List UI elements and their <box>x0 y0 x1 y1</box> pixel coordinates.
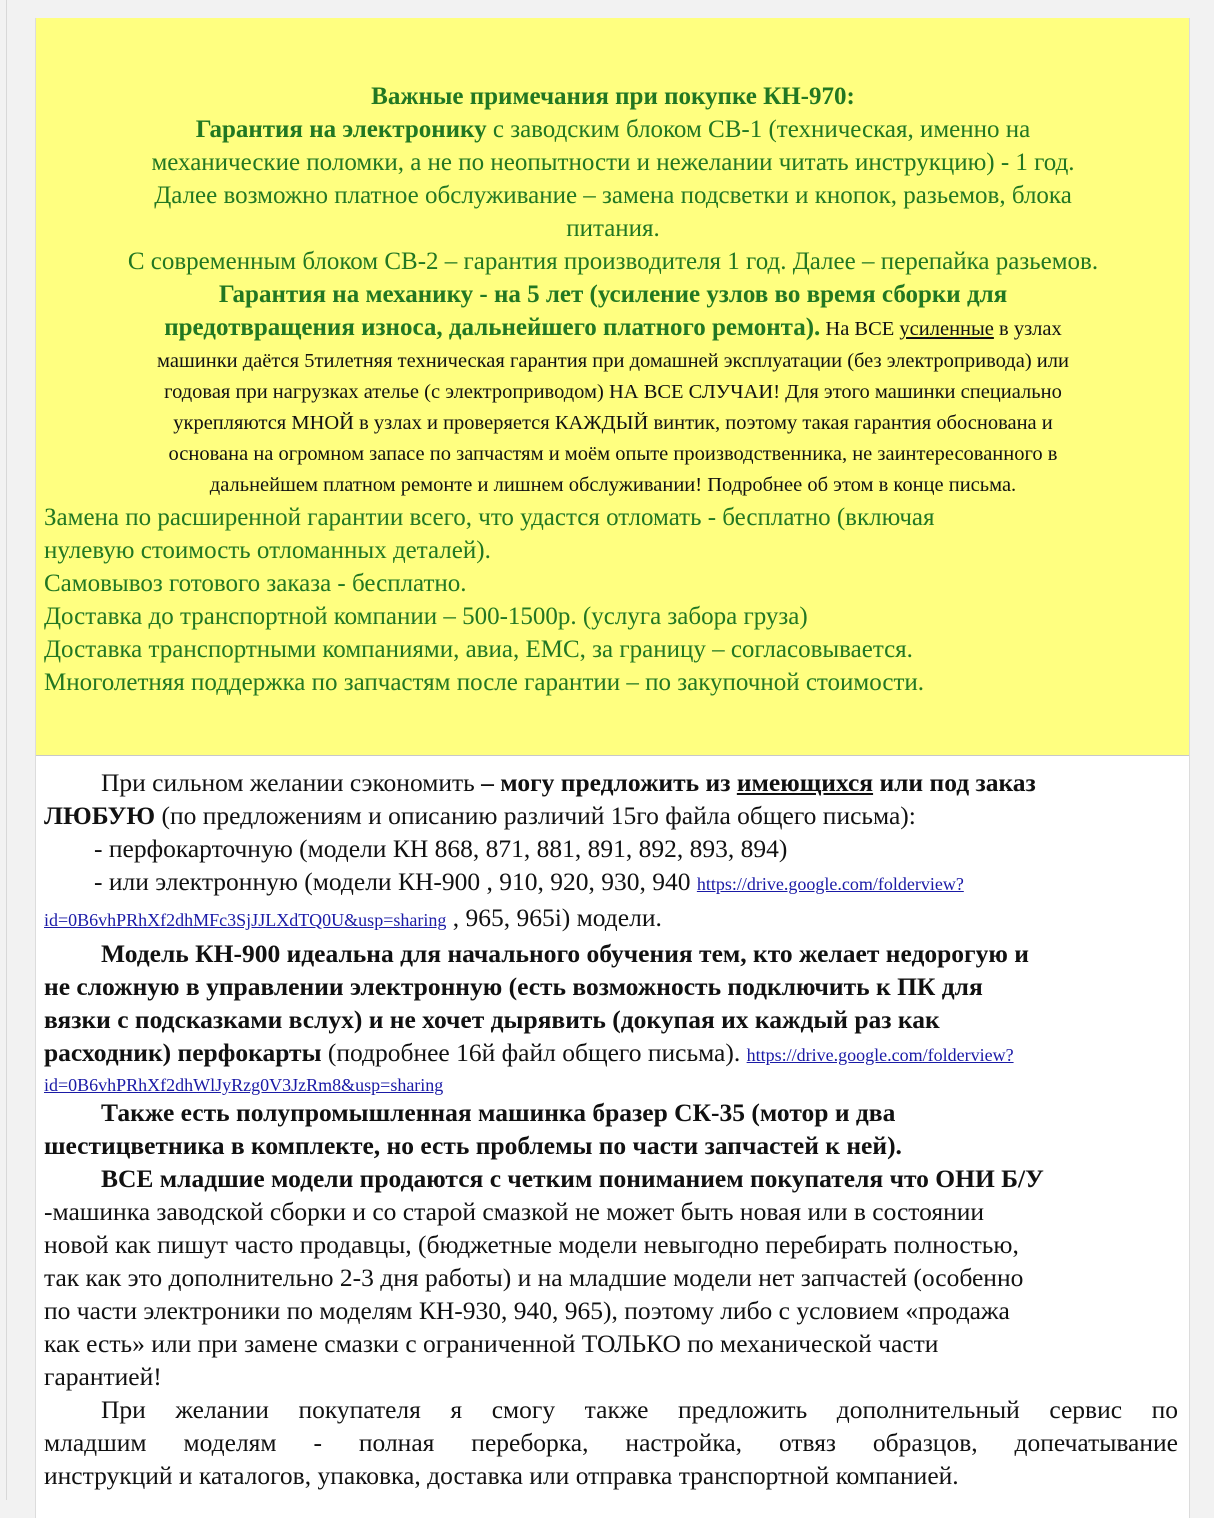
paragraph-kh900-line2: не сложную в управлении электронную (есть возможность подключить к ПК для <box>44 972 983 1001</box>
paragraph-savings: При сильном желании сэкономить – могу предложить из имеющихся или под заказ <box>101 768 1036 797</box>
paragraph-ck35-line2: шестицветника в комплекте, но есть проблемы по части запчастей к ней). <box>44 1131 902 1160</box>
delivery-carriers-note: Доставка транспортными компаниями, авиа, ЕМС, за границу – согласовывается. <box>44 636 913 663</box>
mechanics-warranty-line2: предотвращения износа, дальнейшего платного ремонта). На ВСЕ усиленные в узлах <box>164 314 1062 341</box>
electronics-warranty: Гарантия на электронику с заводским блоком СВ-1 (техническая, именно на <box>195 116 1031 143</box>
mechanics-detail-line2: годовая при нагрузках ателье (с электроприводом) НА ВСЕ СЛУЧАИ! Для этого машинки специально <box>164 381 1062 403</box>
paragraph-kh900: Модель КН-900 идеальна для начального обучения тем, кто желает недорогую и <box>101 939 1029 968</box>
paragraph-kh900-line3: вязки с подсказками вслух) и не хочет дырявить (докупая их каждый раз как <box>44 1005 940 1034</box>
paragraph-used-models-line7: гарантией! <box>44 1362 162 1391</box>
replacement-note-line2: нулевую стоимость отломанных деталей). <box>44 537 491 564</box>
mechanics-detail-line4: основана на огромном запасе по запчастям и моём опыте производственника, не заинтересованного в <box>168 443 1058 465</box>
parts-support-note: Многолетняя поддержка по запчастям после гарантии – по закупочной стоимости. <box>44 669 924 696</box>
left-margin-line <box>6 0 7 1500</box>
drive-link-2-cont[interactable]: id=0B6vhPRhXf2dhWlJyRzg0V3JzRm8&usp=sharing <box>44 1075 444 1095</box>
mechanics-detail-line1: машинки даётся 5тилетняя техническая гарантия при домашней эксплуатации (без электропривода) или <box>157 350 1069 372</box>
paragraph-extra-service-line3: инструкций и каталогов, упаковка, доставка или отправка транспортной компанией. <box>44 1461 959 1490</box>
paragraph-used-models-line3: новой как пишут часто продавцы, (бюджетные модели невыгодно перебирать полностью, <box>44 1230 1019 1259</box>
paragraph-used-models-line2: -машинка заводской сборки и со старой смазкой не может быть новая или в состоянии <box>44 1197 985 1226</box>
electronics-warranty-line4: питания. <box>566 215 660 242</box>
paragraph-used-models-line5: по части электроники по моделям КН-930, 940, 965), поэтому либо с условием «продажа <box>44 1296 1010 1325</box>
replacement-note: Замена по расширенной гарантии всего, что удастся отломать - бесплатно (включая <box>44 504 935 531</box>
paragraph-kh900-line4: расходник) перфокарты (подробнее 16й файл общего письма). https://drive.google.com/folderview? <box>44 1038 1014 1067</box>
paragraph-ck35: Также есть полупромышленная машинка бразер СК-35 (мотор и два <box>101 1098 896 1127</box>
list-item-electronic-line2: id=0B6vhPRhXf2dhMFc3SjJJLXdTQ0U&usp=sharing , 965, 965i) модели. <box>44 903 662 932</box>
cb2-warranty: С современным блоком СВ-2 – гарантия производителя 1 год. Далее – перепайка разьемов. <box>127 248 1099 275</box>
paragraph-extra-service: При желании покупателя я смогу также предложить дополнительный сервис по <box>101 1395 1178 1424</box>
pickup-note: Самовывоз готового заказа - бесплатно. <box>44 570 467 597</box>
mechanics-detail-line5: дальнейшем платном ремонте и лишнем обслуживании! Подробнее об этом в конце письма. <box>209 474 1017 496</box>
important-notes-box <box>36 18 1189 756</box>
electronics-warranty-line3: Далее возможно платное обслуживание – замена подсветки и кнопок, разьемов, блока <box>154 182 1072 209</box>
electronics-warranty-line2: механические поломки, а не по неопытности и нежелании читать инструкцию) - 1 год. <box>151 149 1075 176</box>
paragraph-used-models: ВСЕ младшие модели продаются с четким пониманием покупателя что ОНИ Б/У <box>101 1164 1044 1193</box>
notes-title: Важные примечания при покупке КН-970: <box>371 83 855 110</box>
paragraph-savings-line2: ЛЮБУЮ (по предложениям и описанию различий 15го файла общего письма): <box>44 801 916 830</box>
paragraph-used-models-line6: как есть» или при замене смазки с ограниченной ТОЛЬКО по механической части <box>44 1329 939 1358</box>
list-item-electronic: - или электронную (модели КН-900 , 910, 920, 930, 940 https://drive.google.com/folderview? <box>94 867 964 896</box>
paragraph-kh900-line5 <box>44 1072 1178 1096</box>
drive-link-1-cont[interactable]: id=0B6vhPRhXf2dhMFc3SjJJLXdTQ0U&usp=sharing <box>44 910 447 930</box>
list-item-punchcard: - перфокарточную (модели КН 868, 871, 881, 891, 892, 893, 894) <box>94 834 788 863</box>
delivery-to-carrier-note: Доставка до транспортной компании – 500-1500р. (услуга забора груза) <box>44 603 808 630</box>
drive-link-1[interactable]: https://drive.google.com/folderview? <box>696 874 964 894</box>
mechanics-warranty: Гарантия на механику - на 5 лет (усиление узлов во время сборки для <box>218 281 1008 308</box>
paragraph-used-models-line4: так как это дополнительно 2-3 дня работы) и на младшие модели нет запчастей (особенно <box>44 1263 1024 1292</box>
document-body <box>44 766 1178 1492</box>
mechanics-detail-line3: укрепляются МНОЙ в узлах и проверяется КАЖДЫЙ винтик, поэтому такая гарантия обоснована и <box>173 412 1053 434</box>
document-page <box>35 18 1190 1518</box>
paragraph-extra-service-line2: младшим моделям - полная переборка, настройка, отвяз образцов, допечатывание <box>44 1428 1178 1457</box>
drive-link-2[interactable]: https://drive.google.com/folderview? <box>746 1045 1014 1065</box>
